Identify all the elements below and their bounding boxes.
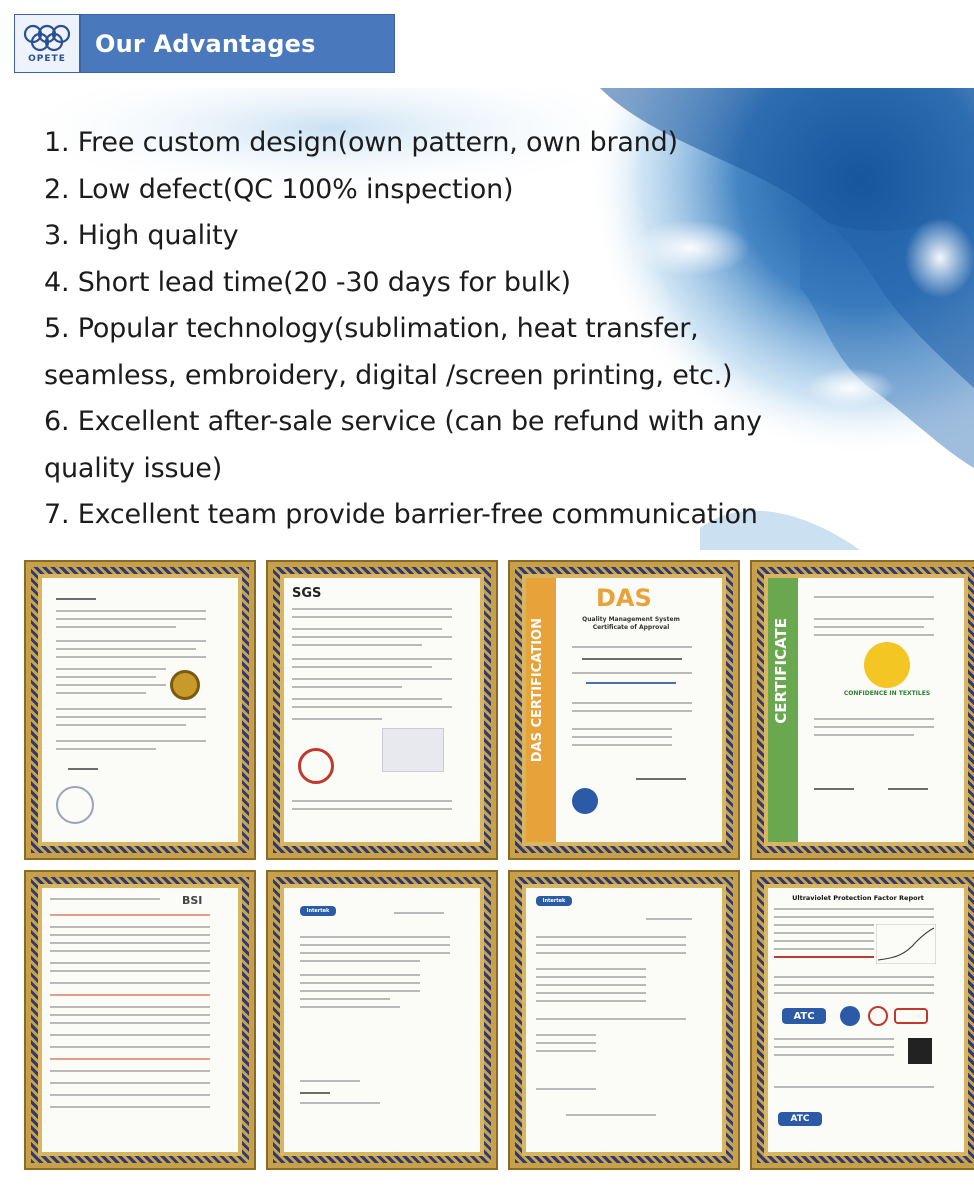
- sgs-heading: SGS: [292, 586, 322, 601]
- tshirt-sample-photo: [908, 1038, 932, 1064]
- sun-logo-icon: [864, 642, 910, 688]
- header-banner: [14, 14, 395, 73]
- atc-footer-badge: ATC: [778, 1112, 822, 1126]
- advantages-list: [44, 120, 954, 539]
- upf-heading: Ultraviolet Protection Factor Report: [792, 894, 924, 902]
- certificate-sgs-report: [266, 560, 498, 860]
- section-title: Our Advantages: [95, 29, 316, 58]
- award-seal-icon: [170, 670, 200, 700]
- stamp-icon: [56, 786, 94, 824]
- certificate-das: [508, 560, 740, 860]
- opete-logo: [15, 15, 81, 72]
- das-subheading: Quality Management System Certificate of Approval: [582, 616, 680, 631]
- certificate-oeko: [750, 560, 974, 860]
- certificate-intertek-report: [508, 870, 740, 1170]
- upf-curve-chart: [876, 924, 936, 964]
- atc-badge: ATC: [782, 1008, 826, 1024]
- advantage-6: 6. Excellent after-sale service (can be refund with any: [44, 406, 762, 437]
- certificate-upf-report: [750, 870, 974, 1170]
- cma-logo-icon: [894, 1008, 928, 1024]
- red-seal-icon: [298, 748, 334, 784]
- advantage-2: 2. Low defect(QC 100% inspection): [44, 173, 514, 205]
- ilac-logo-icon: [868, 1006, 888, 1026]
- side-text: CERTIFICATE: [772, 618, 790, 724]
- advantage-1: 1. Free custom design(own pattern, own brand): [44, 127, 678, 158]
- intertek-logo: Intertek: [536, 896, 572, 906]
- advantage-4: 4. Short lead time(20 -30 days for bulk): [44, 266, 571, 298]
- advantage-5: 5. Popular technology(sublimation, heat transfer,: [44, 313, 699, 344]
- logo-text: OPETE: [28, 54, 66, 64]
- das-logo: DAS: [596, 584, 652, 612]
- certificate-intertek-letter: [266, 870, 498, 1170]
- advantage-5-continued: seamless, embroidery, digital /screen printing, etc.): [44, 359, 733, 391]
- side-text: DAS CERTIFICATION: [530, 618, 545, 763]
- bsi-logo: BSI: [182, 894, 203, 907]
- certificate-test-report: [24, 560, 256, 860]
- advantage-7: 7. Excellent team provide barrier-free communication: [44, 499, 758, 530]
- accreditation-logo-icon: [840, 1006, 860, 1026]
- certificate-bsi-report: [24, 870, 256, 1170]
- iaf-logo-icon: [572, 788, 598, 814]
- advantage-3: 3. High quality: [44, 220, 239, 251]
- fabric-sample-photo: [382, 728, 444, 772]
- certificates-grid: [24, 560, 974, 1199]
- advantage-6-continued: quality issue): [44, 452, 223, 484]
- intertek-logo: Intertek: [300, 906, 336, 916]
- oeko-badge: CONFIDENCE IN TEXTILES: [843, 690, 931, 697]
- olympic-rings-icon: [23, 23, 71, 53]
